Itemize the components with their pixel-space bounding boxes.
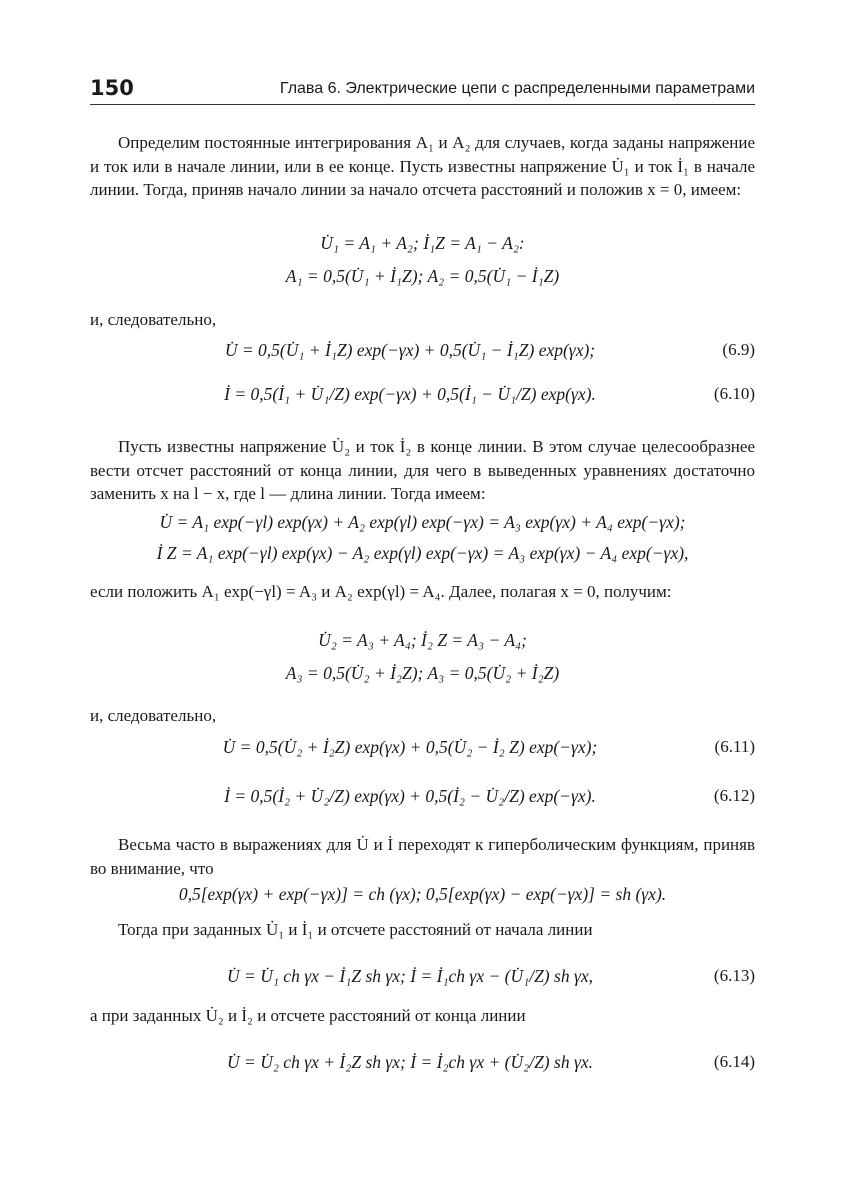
paragraph-integration-constants: Определим постоянные интегрирования A₁ и A₂ для случаев, когда заданы напряжение и ток или в начале линии, или в ее конце. Пусть известны напряжение U̇₁ и ток İ₁ в начале линии. Тогда, приняв начало линии за начало отсчета расстояний и положив x = 0, имеем: (90, 133, 755, 200)
equation-number-6-14: (6.14) (713, 1052, 755, 1071)
chapter-title: Глава 6. Электрические цепи с распределенными параметрами (279, 80, 755, 97)
equation-hyperbolic-6-14: U̇ = U̇₂ ch γx + İ₂Z sh γx; İ = İ₂ch γx + (U̇₂/Z) sh γx. (227, 1052, 593, 1072)
equation-current-end: İ Z = A₁ exp(−γl) exp(γx) − A₂ exp(γl) exp(−γx) = A₃ exp(γx) − A₄ exp(−γx), (156, 543, 689, 563)
equation-constants-a1-a2: A₁ = 0,5(U̇₁ + İ₁Z); A₂ = 0,5(U̇₁ − İ₁Z) (285, 266, 560, 286)
equation-boundary-end: U̇₂ = A₃ + A₄; İ₂ Z = A₃ − A₄; (318, 630, 527, 650)
equation-voltage-end: U̇ = A₁ exp(−γl) exp(γx) + A₂ exp(γl) exp(−γx) = A₃ exp(γx) + A₄ exp(−γx); (159, 512, 686, 532)
equation-number-6-10: (6.10) (713, 384, 755, 403)
paragraph-consequently-1: и, следовательно, (90, 310, 217, 329)
page-number: 150 (90, 76, 134, 100)
equation-current-6-12: İ = 0,5(İ₂ + U̇₂/Z) exp(γx) + 0,5(İ₂ − U̇₂/Z) exp(−γx). (224, 786, 596, 806)
equation-number-6-13: (6.13) (713, 966, 755, 985)
equation-current-6-10: İ = 0,5(İ₁ + U̇₁/Z) exp(−γx) + 0,5(İ₁ − U̇₁/Z) exp(γx). (224, 384, 596, 404)
equation-boundary-start: U̇₁ = A₁ + A₂; İ₁Z = A₁ − A₂: (320, 233, 525, 253)
equation-number-6-11: (6.11) (714, 737, 755, 756)
equation-voltage-6-11: U̇ = 0,5(U̇₂ + İ₂Z) exp(γx) + 0,5(U̇₂ − İ₂ Z) exp(−γx); (222, 737, 598, 757)
paragraph-substitution: если положить A₁ exp(−γl) = A₃ и A₂ exp(γl) = A₄. Далее, полагая x = 0, получим: (90, 582, 672, 601)
equation-number-6-9: (6.9) (722, 340, 755, 359)
page-header (90, 74, 755, 105)
equation-hyperbolic-identities: 0,5[exp(γx) + exp(−γx)] = ch (γx); 0,5[exp(γx) − exp(−γx)] = sh (γx). (178, 884, 667, 904)
paragraph-given-start: Тогда при заданных U̇₁ и İ₁ и отсчете расстояний от начала линии (118, 920, 593, 939)
paragraph-given-end: а при заданных U̇₂ и İ₂ и отсчете расстояний от конца линии (90, 1006, 526, 1025)
paragraph-hyperbolic: Весьма часто в выражениях для U̇ и İ переходят к гиперболическим функциям, приняв во внимание, что (90, 835, 755, 878)
paragraph-consequently-2: и, следовательно, (90, 706, 217, 725)
equation-hyperbolic-6-13: U̇ = U̇₁ ch γx − İ₁Z sh γx; İ = İ₁ch γx − (U̇₁/Z) sh γx, (227, 966, 593, 986)
equation-number-6-12: (6.12) (713, 786, 755, 805)
paragraph-end-of-line: Пусть известны напряжение U̇₂ и ток İ₂ в конце линии. В этом случае целесообразнее вести отсчет расстояний от конца линии, для чего в выведенных уравнениях достаточно заменить x на l − x, где l — длина линии. Тогда имеем: (90, 437, 755, 504)
equation-voltage-6-9: U̇ = 0,5(U̇₁ + İ₁Z) exp(−γx) + 0,5(U̇₁ − İ₁Z) exp(γx); (224, 340, 596, 360)
equation-constants-a3-a4: A₃ = 0,5(U̇₂ + İ₂Z); A₃ = 0,5(U̇₂ + İ₂Z) (285, 663, 560, 683)
